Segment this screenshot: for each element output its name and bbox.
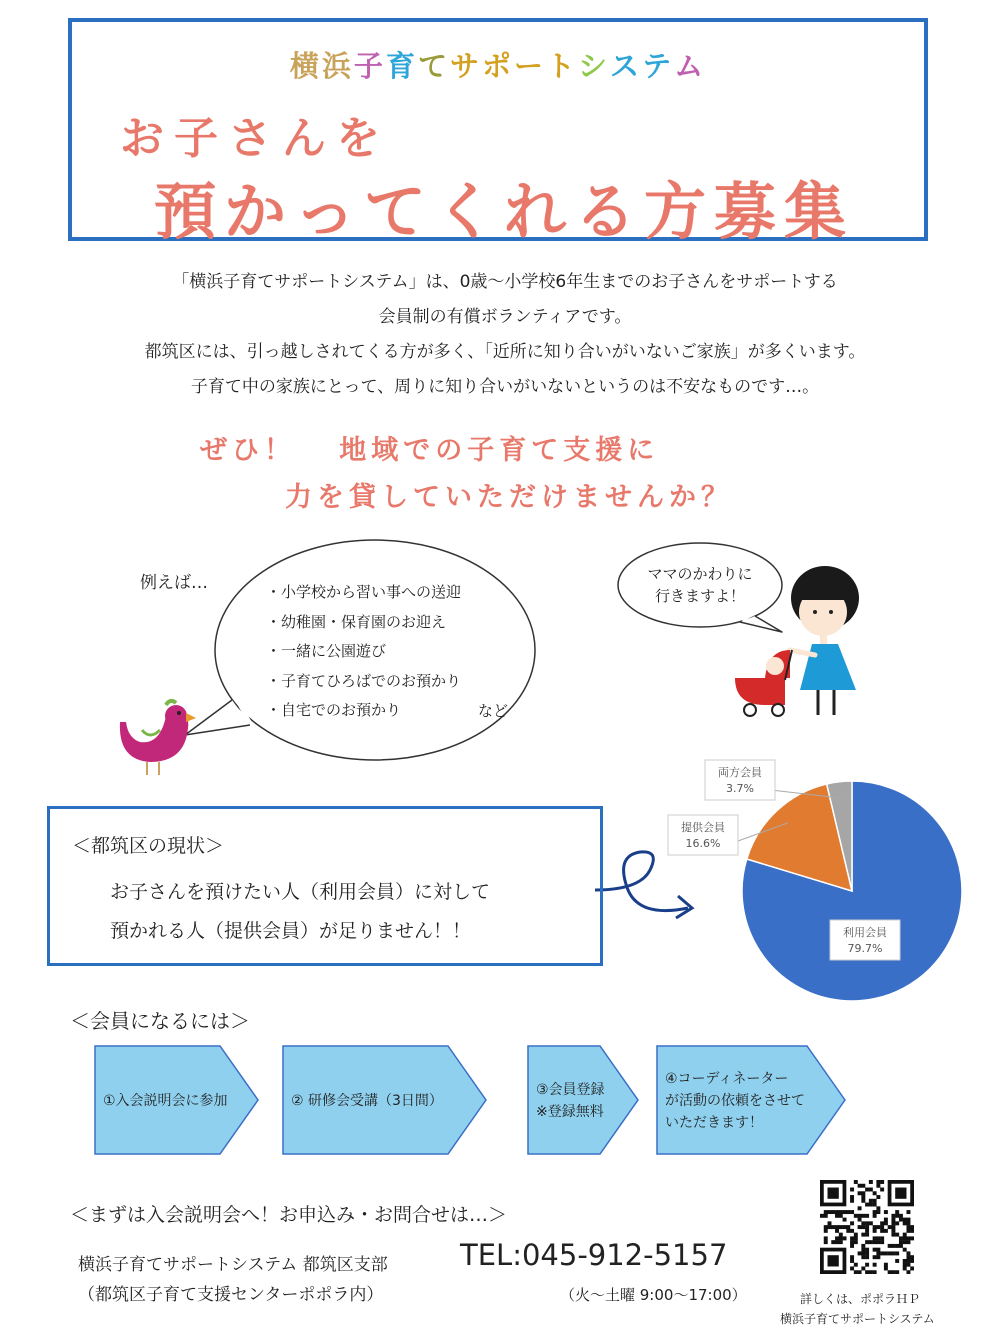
- brand-char: ム: [674, 49, 707, 83]
- pie-value-label: 3.7%: [726, 782, 754, 795]
- step-text: ③会員登録: [536, 1082, 605, 1098]
- mama-bubble-text: [640, 563, 760, 607]
- pie-value-label: 79.7%: [847, 942, 883, 955]
- step-text: が活動の依頼をさせて: [665, 1093, 805, 1109]
- steps-flow: [0, 1040, 1008, 1160]
- step-text: ①入会説明会に参加: [103, 1093, 228, 1109]
- brand-char: テ: [642, 49, 675, 83]
- pie-category-label: 利用会員: [843, 926, 887, 939]
- mama-bubble-line-2: 行きますよ！: [654, 587, 745, 605]
- appeal-line-2: 力を貸していただけませんか？: [285, 482, 733, 513]
- brand-char: シ: [578, 49, 611, 83]
- examples-list: [266, 578, 461, 726]
- brand-char: ー: [514, 49, 547, 83]
- intro-line-2: 会員制の有償ボランティアです。: [378, 307, 632, 327]
- status-line-2: 預かれる人（提供会員）が足りません！！: [110, 920, 472, 942]
- member-pie-chart: [640, 745, 980, 1015]
- brand-char: 子: [353, 49, 386, 83]
- example-item: ・一緒に公園遊び: [266, 642, 387, 660]
- brand-char: 横: [289, 49, 322, 83]
- brand-char: て: [417, 49, 450, 83]
- status-box: [47, 806, 603, 966]
- status-line-1: お子さんを預けたい人（利用会員）に対して: [110, 881, 491, 903]
- example-item: ・子育てひろばでのお預かり: [266, 671, 462, 690]
- pie-value-label: 16.6%: [685, 837, 721, 850]
- step-text: ④コーディネーター: [665, 1071, 789, 1087]
- examples-etc: など: [478, 702, 509, 720]
- bird-icon: [120, 701, 196, 775]
- intro-line-1: 「横浜子育てサポートシステム」は、0歳〜小学校6年生までのお子さんをサポートする: [172, 272, 838, 292]
- org-name: 横浜子育てサポートシステム 都筑区支部: [78, 1255, 388, 1275]
- step-text: ※登録無料: [536, 1104, 604, 1120]
- example-item: ・幼稚園・保育園のお迎え: [266, 612, 447, 631]
- become-member-title: ＜会員になるには＞: [70, 1009, 250, 1033]
- intro-line-4: 子育て中の家族にとって、周りに知り合いがいないというのは不安なものです…。: [190, 377, 820, 397]
- hp-info-line-1: 詳しくは、ポポラＨＰ: [800, 1292, 921, 1306]
- pie-category-label: 両方会員: [718, 766, 762, 779]
- step-arrow: [528, 1046, 638, 1154]
- headline-line-2: 預かってくれる方募集: [154, 175, 855, 248]
- org-place: （都筑区子育て支援センターポポラ内）: [78, 1285, 384, 1305]
- pie-category-label: 提供会員: [681, 821, 725, 834]
- brand-char: 育: [385, 49, 418, 83]
- qr-code-icon[interactable]: [820, 1180, 914, 1274]
- examples-label: 例えば…: [140, 573, 208, 593]
- brand-char: ス: [610, 49, 643, 83]
- office-hours: （火〜土曜 9:00〜17:00）: [560, 1286, 747, 1304]
- brand-char: ト: [546, 49, 579, 83]
- step-text: いただきます！: [665, 1115, 763, 1131]
- example-item: ・自宅でのお預かり: [266, 701, 402, 719]
- appeal-line-1: ぜひ！ 地域での子育て支援に: [200, 435, 660, 466]
- example-item: ・小学校から習い事への送迎: [266, 583, 462, 601]
- brand-char: 浜: [321, 49, 354, 83]
- headline-line-1: お子さんを: [120, 113, 390, 164]
- hp-info-line-2: 横浜子育てサポートシステム: [780, 1312, 935, 1326]
- contact-title: ＜まずは入会説明会へ！お申込み・お問合せは…＞: [70, 1204, 508, 1226]
- brand-char: ポ: [481, 49, 514, 83]
- brand-char: サ: [449, 49, 482, 83]
- tel-number[interactable]: TEL:045-912-5157: [460, 1238, 728, 1272]
- intro-line-3: 都筑区には、引っ越しされてくる方が多く、「近所に知り合いがいないご家族」が多くいます。: [144, 342, 866, 362]
- status-title: ＜都筑区の現状＞: [72, 835, 225, 857]
- step-text: ② 研修会受講（3日間）: [291, 1093, 443, 1109]
- mama-bubble-line-1: ママのかわりに: [647, 565, 753, 583]
